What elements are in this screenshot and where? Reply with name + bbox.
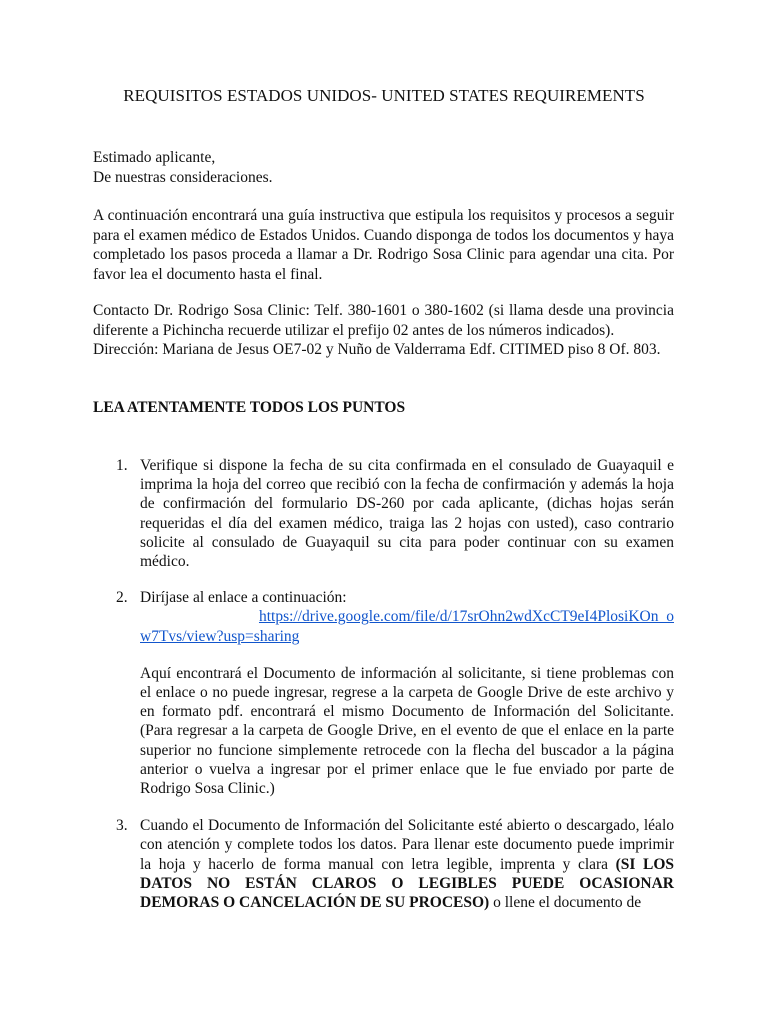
list-item-number: 2. [116,589,128,607]
warning-text: (SI LOS DATOS NO ESTÁN CLAROS O LEGIBLES PUEDE OCASIONAR DEMORAS O CANCELACIÓN DE SU PROCESO) [140,855,674,912]
list-item-detail: Aquí encontrará el Documento de información al solicitante, si tiene problemas con el enlace o no puede ingresar, regrese a la carpeta de Google Drive de este archivo y en formato pdf. encontrará el mismo Documento de Información del Solicitante. (Para regresar a la carpeta de Google Drive, en el evento de que el enlace en la parte superior no funcione simplemente retrocede con la flecha del buscador a la página anterior o vuelva a ingresar por el primer enlace que le fue enviado por parte de Rodrigo Sosa Clinic.) [140,664,674,798]
list-item-number: 1. [116,457,128,474]
contact-paragraph [93,301,674,360]
list-item [93,588,674,798]
intro-text: A continuación encontrará una guía instructiva que estipula los requisitos y procesos a seguir para el examen médico de Estados Unidos. Cuando disponga de todos los documentos y haya completado los pasos proceda a llamar a Dr. Rodrigo Sosa Clinic para agendar una cita. Por favor lea el documento hasta el final. [93,207,674,283]
greeting-line-2: De nuestras consideraciones. [93,168,273,186]
list-item-text: Diríjase al enlace a continuación: [140,589,347,607]
greeting [93,148,674,187]
list-item-text-end: o llene el documento de [489,894,642,912]
drive-link[interactable]: https://drive.google.com/file/d/17srOhn2wdXcCT9eI4PlosiKOn_o [258,608,674,626]
contact-address: Dirección: Mariana de Jesus OE7-02 y Nuño de Valderrama Edf. CITIMED piso 8 Of. 803. [93,341,661,358]
instructions-list [93,456,674,912]
document-title: REQUISITOS ESTADOS UNIDOS- UNITED STATES REQUIREMENTS [123,86,645,105]
intro-paragraph [93,206,674,284]
section-heading: LEA ATENTAMENTE TODOS LOS PUNTOS [93,399,406,416]
list-item-text: Cuando el Documento de Información del Solicitante esté abierto o descargado, léalo con atención y complete todos los datos. Para llenar este documento puede imprimir la hoja y hacerlo de forma manual con letra legible, imprenta y clara [140,817,674,873]
list-item-text: Verifique si dispone la fecha de su cita confirmada en el consulado de Guayaquil e imprima la hoja del correo que recibió con la fecha de confirmación y además la hoja de confirmación del formulario DS-260 por cada aplicante, (dichas hojas serán requeridas el día del examen médico, traiga las 2 hojas con usted), caso contrario solicite al consulado de Guayaquil su cita para poder continuar con su examen médico. [140,457,674,571]
greeting-line-1: Estimado aplicante, [93,149,216,166]
contact-phone: Contacto Dr. Rodrigo Sosa Clinic: Telf. 380-1601 o 380-1602 (si llama desde una provincia diferente a Pichincha recuerde utilizar el prefijo 02 antes de los números indicados). [93,302,674,339]
list-item [93,816,674,912]
list-item [93,456,674,571]
drive-link-continued[interactable]: w7Tvs/view?usp=sharing [140,627,300,645]
list-item-number: 3. [116,817,128,835]
